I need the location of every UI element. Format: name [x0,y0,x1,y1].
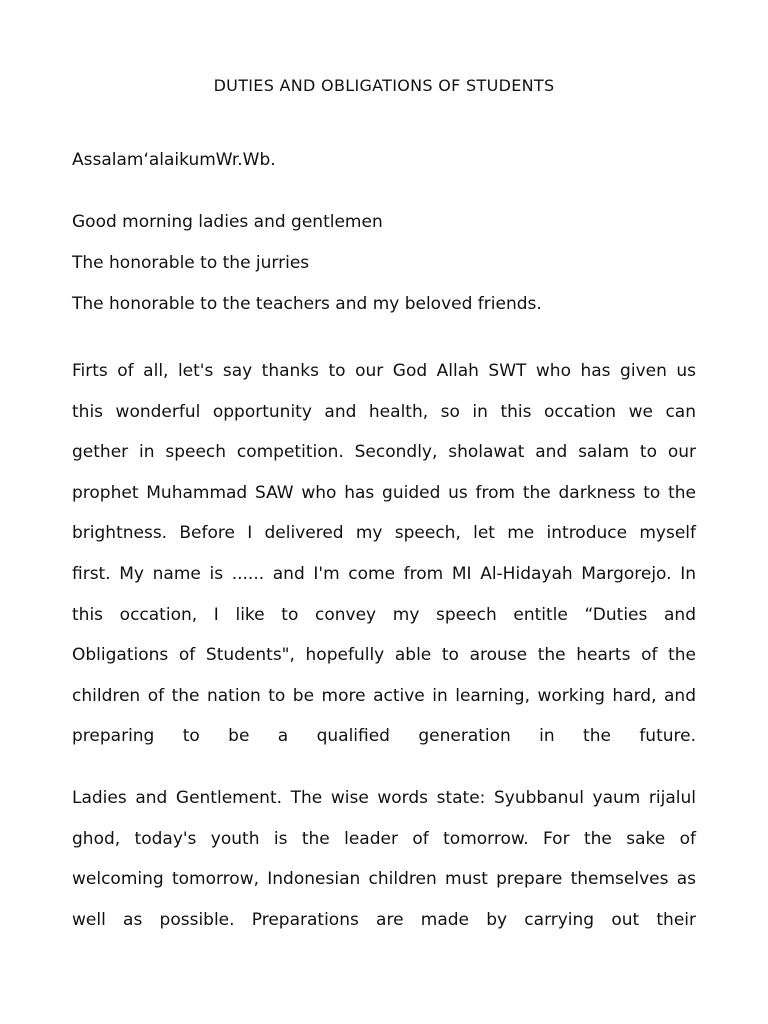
paragraph-youth [72,778,696,940]
paragraph-line: prophet Muhammad SAW who has guided us from the darkness to the [72,482,696,503]
paragraph-line: Ladies and Gentlement. The wise words state: Syubbanul yaum rijalul [72,788,696,808]
paragraph-line: well as possible. Preparations are made by carrying out their [72,909,696,930]
paragraph-line: children of the nation to be more active in learning, working hard, and [72,685,696,706]
paragraph-line: brightness. Before I delivered my speech, let me introduce myself [72,523,696,544]
document-title: DUTIES AND OBLIGATIONS OF STUDENTS [213,76,555,95]
greeting-line: The honorable to the teachers and my beloved friends. [72,294,542,314]
paragraph-line: this wonderful opportunity and health, so in this occation we can [72,401,696,422]
paragraph-line: this occation, I like to convey my speech entitle “Duties and [72,604,696,625]
paragraph-line: gether in speech competition. Secondly, sholawat and salam to our [72,442,696,463]
paragraph-line: first. My name is ...... and I'm come from MI Al-Hidayah Margorejo. In [72,563,696,584]
paragraph-line: ghod, today's youth is the leader of tomorrow. For the sake of [72,828,696,849]
salutation: Assalam‘alaikumWr.Wb. [72,150,276,170]
paragraph-line: Obligations of Students", hopefully able to arouse the hearts of the [72,645,696,666]
paragraph-intro [72,351,696,757]
paragraph-line: Firts of all, let's say thanks to our God Allah SWT who has given us [72,361,696,381]
paragraph-line: preparing to be a qualified generation in the future. [72,726,696,747]
greeting-line: The honorable to the jurries [72,253,310,273]
greeting-line: Good morning ladies and gentlemen [72,212,383,232]
paragraph-line: welcoming tomorrow, Indonesian children must prepare themselves as [72,869,696,890]
